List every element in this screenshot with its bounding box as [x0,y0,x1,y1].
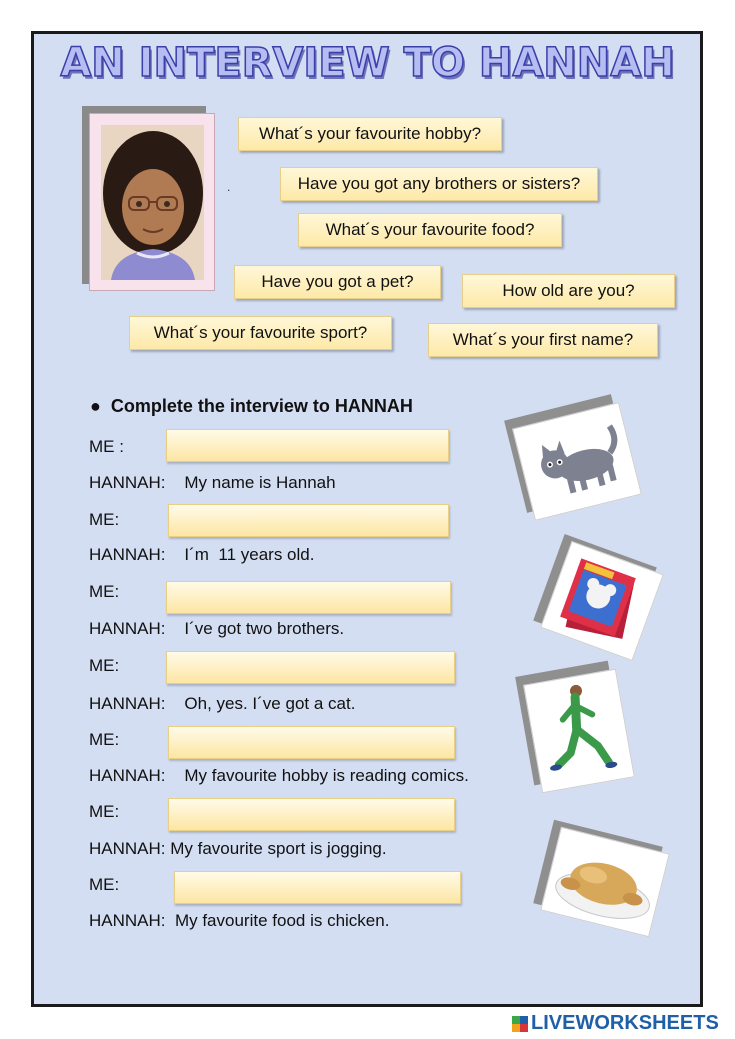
jogger-icon [524,669,635,793]
instruction-text: Complete the interview to HANNAH [110,396,413,416]
hannah-line: HANNAH: My favourite hobby is reading comics. [89,766,469,785]
hannah-line: HANNAH: Oh, yes. I´ve got a cat. [89,694,356,713]
question-box[interactable]: What´s your favourite food? [298,213,562,247]
answer-drop-zone[interactable] [174,871,461,904]
liveworksheets-logo-icon [512,1016,528,1032]
answer-drop-zone[interactable] [166,651,455,684]
hannah-portrait [89,113,215,291]
question-box[interactable]: What´s your favourite sport? [129,316,392,350]
brand-text: LIVEWORKSHEETS [531,1012,719,1034]
instruction [90,396,413,417]
me-label: ME: [89,582,120,601]
bullet-icon: ● [90,396,101,416]
question-box[interactable]: What´s your first name? [428,323,658,357]
hannah-line: HANNAH: My favourite sport is jogging. [89,839,387,858]
hannah-line: HANNAH: I´ve got two brothers. [89,619,345,638]
hannah-line: HANNAH: My favourite food is chicken. [89,911,390,930]
stray-dot: . [227,180,231,194]
question-box[interactable]: What´s your favourite hobby? [238,117,502,151]
liveworksheets-logo [512,1012,719,1035]
me-label: ME: [89,875,120,894]
me-label: ME: [89,656,120,675]
answer-drop-zone[interactable] [166,581,451,614]
me-label: ME: [89,510,120,529]
me-label: ME : [89,437,124,456]
question-box[interactable]: How old are you? [462,274,675,308]
question-box[interactable]: Have you got a pet? [234,265,441,299]
answer-drop-zone[interactable] [168,504,449,537]
hannah-illustration [101,125,204,280]
answer-drop-zone[interactable] [168,726,455,759]
jogger-picture [523,669,635,794]
question-box[interactable]: Have you got any brothers or sisters? [280,167,598,201]
hannah-line: HANNAH: I´m 11 years old. [89,545,315,564]
answer-drop-zone[interactable] [166,429,449,462]
hannah-line: HANNAH: My name is Hannah [89,473,336,492]
me-label: ME: [89,802,120,821]
me-label: ME: [89,730,120,749]
answer-drop-zone[interactable] [168,798,455,831]
worksheet-title: AN INTERVIEW TO HANNAH [60,40,675,86]
